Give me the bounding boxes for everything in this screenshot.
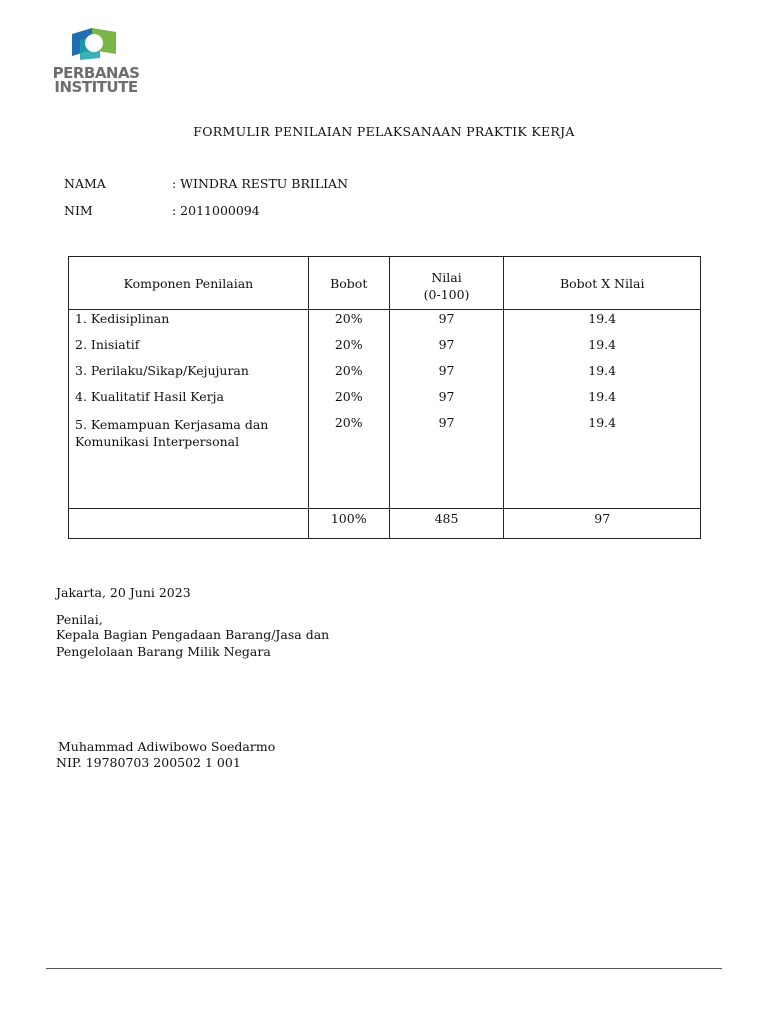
weight-column	[308, 310, 389, 509]
score-value: 97	[438, 337, 455, 352]
nim-label: NIM	[64, 203, 93, 218]
assessor-position-line1: Kepala Bagian Pengadaan Barang/Jasa dan	[56, 627, 330, 642]
footer-divider	[46, 968, 722, 969]
component-item-line2: Komunikasi Interpersonal	[75, 434, 240, 449]
logo-text-line1: PERBANAS	[52, 64, 140, 82]
score-value: 97	[438, 363, 455, 378]
weighted-value: 19.4	[588, 415, 617, 430]
table-header-row	[69, 257, 701, 310]
total-label	[69, 509, 309, 539]
component-column	[69, 310, 309, 509]
score-value: 97	[438, 389, 455, 404]
name-label: NAMA	[64, 176, 106, 191]
table-body-row	[69, 310, 701, 509]
place-date: Jakarta, 20 Juni 2023	[56, 585, 191, 600]
assessor-label: Penilai,	[56, 612, 103, 627]
signatory-nip: NIP. 19780703 200502 1 001	[56, 755, 241, 770]
total-score: 485	[389, 509, 504, 539]
header-score	[389, 257, 504, 310]
nim-value: : 2011000094	[172, 203, 260, 218]
weighted-value: 19.4	[588, 337, 617, 352]
header-component: Komponen Penilaian	[69, 257, 309, 310]
weight-value: 20%	[334, 389, 363, 404]
component-item: 3. Perilaku/Sikap/Kejujuran	[75, 363, 249, 378]
weight-value: 20%	[334, 337, 363, 352]
total-weight: 100%	[308, 509, 389, 539]
perbanas-logo	[46, 26, 146, 96]
weighted-value: 19.4	[588, 311, 617, 326]
form-title: FORMULIR PENILAIAN PELAKSANAAN PRAKTIK KERJA	[193, 124, 575, 139]
weighted-column	[504, 310, 701, 509]
header-weighted: Bobot X Nilai	[504, 257, 701, 310]
component-item: 2. Inisiatif	[75, 337, 140, 352]
logo-mark-icon	[70, 26, 120, 62]
total-weighted: 97	[504, 509, 701, 539]
score-value: 97	[438, 311, 455, 326]
component-item: 4. Kualitatif Hasil Kerja	[75, 389, 224, 404]
weight-value: 20%	[334, 415, 363, 430]
logo-text-line2: INSTITUTE	[54, 78, 138, 96]
assessment-table	[68, 256, 701, 539]
total-row	[69, 509, 701, 539]
component-item-line1: 5. Kemampuan Kerjasama dan	[75, 417, 269, 432]
weight-value: 20%	[334, 363, 363, 378]
score-value: 97	[438, 415, 455, 430]
component-item: 1. Kedisiplinan	[75, 311, 170, 326]
component-item	[75, 416, 302, 450]
weighted-value: 19.4	[588, 389, 617, 404]
score-column	[389, 310, 504, 509]
name-value: : WINDRA RESTU BRILIAN	[172, 176, 349, 191]
weighted-value: 19.4	[588, 363, 617, 378]
weight-value: 20%	[334, 311, 363, 326]
header-score-line2: (0-100)	[423, 287, 470, 302]
header-score-line1: Nilai	[431, 270, 462, 285]
signatory-name: Muhammad Adiwibowo Soedarmo	[58, 739, 276, 754]
header-weight: Bobot	[308, 257, 389, 310]
assessor-position-line2: Pengelolaan Barang Milik Negara	[56, 644, 271, 659]
